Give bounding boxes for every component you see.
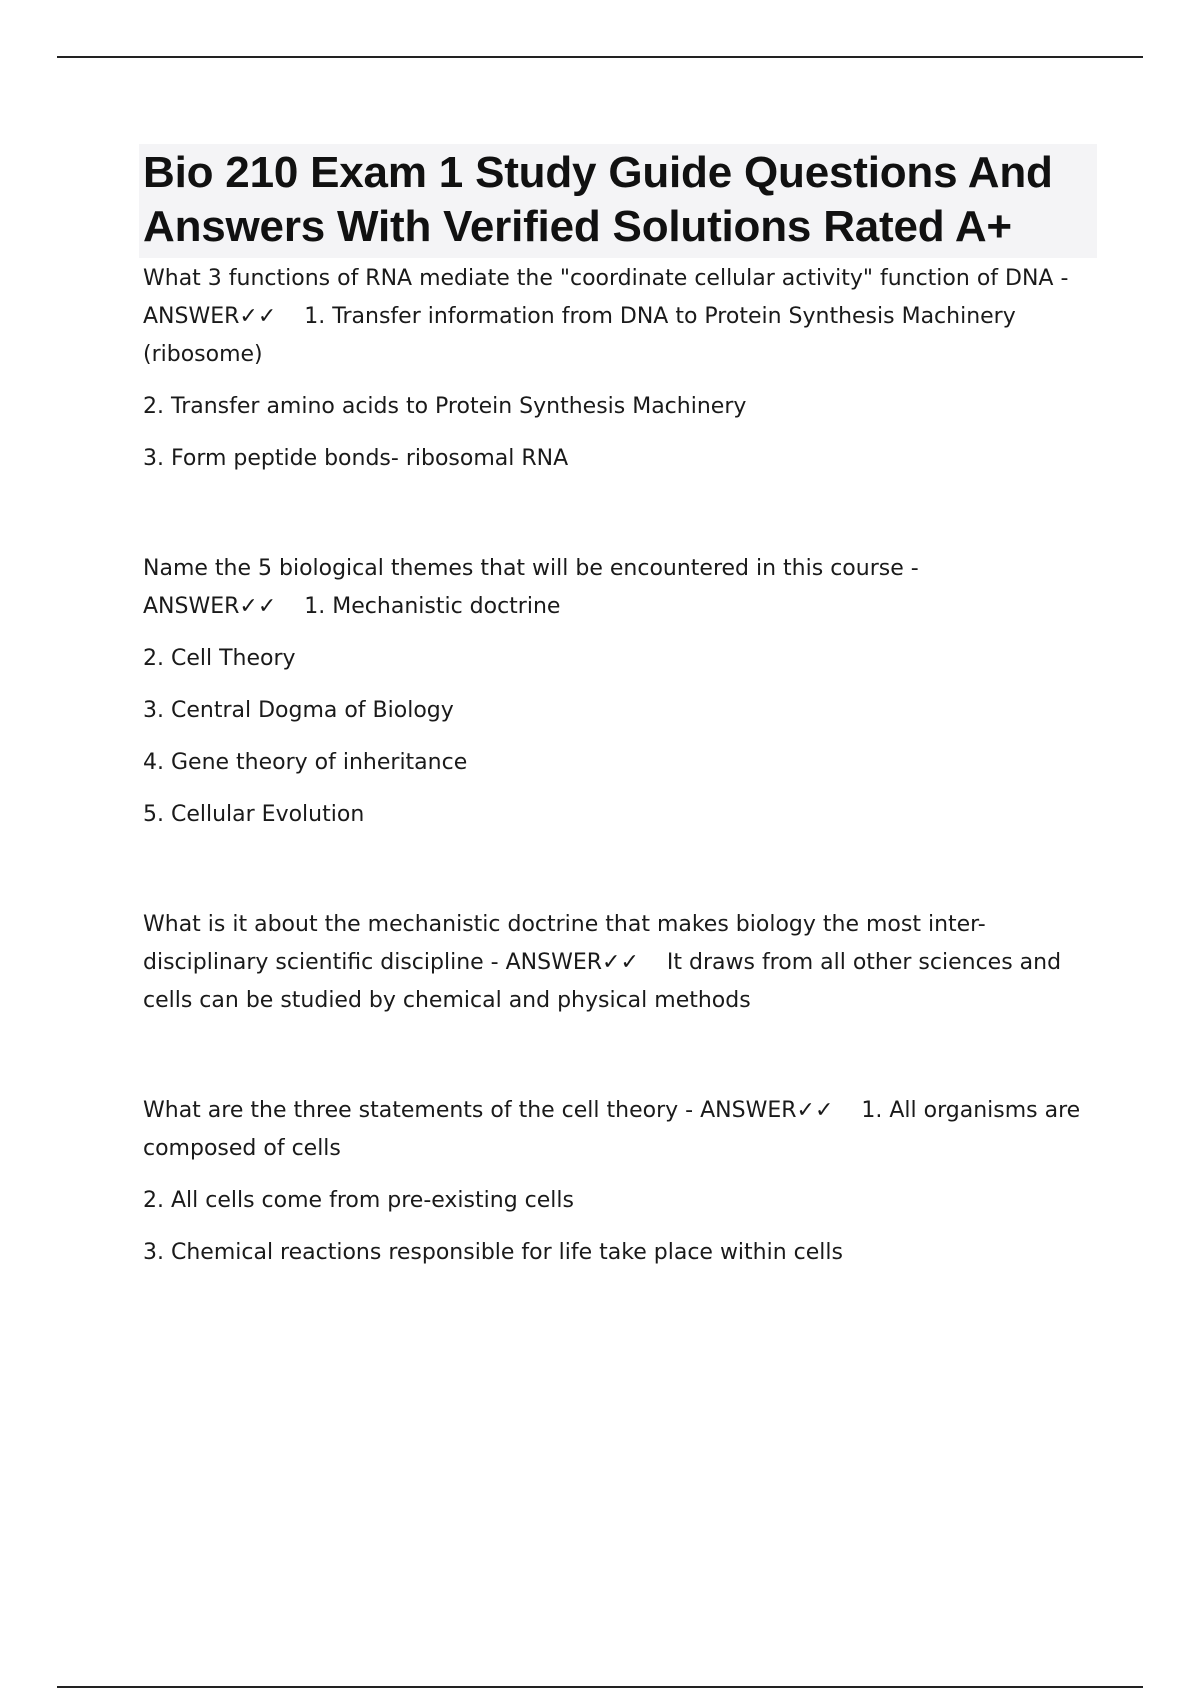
- answer-item: 3. Chemical reactions responsible for life take place within cells: [143, 1240, 843, 1265]
- double-check-icon: ✓✓: [796, 1098, 834, 1123]
- answer-item: 2. All cells come from pre-existing cells: [143, 1188, 574, 1213]
- question-text: What is it about the mechanistic doctrine that makes biology the most inter-disciplinary scientific discipline -: [143, 912, 986, 975]
- double-check-icon: ✓✓: [602, 950, 639, 975]
- top-rule: [57, 56, 1143, 58]
- document-title: Bio 210 Exam 1 Study Guide Questions And Answers With Verified Solutions Rated A+: [143, 148, 1053, 251]
- question-text: What 3 functions of RNA mediate the "coordinate cellular activity" function of DNA -: [143, 266, 1069, 291]
- answer-item: 2. Transfer amino acids to Protein Synthesis Machinery: [143, 394, 747, 419]
- answer-item: 2. Cell Theory: [143, 646, 296, 671]
- answer-text: 1. All organisms are composed of cells: [143, 1098, 1081, 1161]
- qa-block: [143, 260, 1093, 478]
- answer-item: 3. Central Dogma of Biology: [143, 698, 454, 723]
- qa-question: [143, 260, 1093, 374]
- bottom-rule: [57, 1686, 1143, 1688]
- qa-question: [143, 906, 1093, 1020]
- answer-label: ANSWER: [505, 950, 603, 975]
- answer-label: ANSWER: [143, 594, 240, 619]
- answer-tag: [143, 594, 276, 619]
- qa-question: [143, 1092, 1093, 1168]
- answer-tag: [700, 1098, 833, 1123]
- document-body: [143, 144, 1093, 1344]
- question-text: Name the 5 biological themes that will be encountered in this course -: [143, 556, 919, 581]
- question-text: What are the three statements of the cell theory -: [143, 1098, 701, 1123]
- answer-item: 3. Form peptide bonds- ribosomal RNA: [143, 446, 569, 471]
- qa-block: [143, 906, 1093, 1020]
- answer-item: 5. Cellular Evolution: [143, 802, 365, 827]
- answer-label: ANSWER: [143, 304, 240, 329]
- answer-text: It draws from all other sciences and cells can be studied by chemical and physical methods: [143, 950, 1062, 1013]
- qa-list: [143, 260, 1093, 1272]
- answer-tag: [143, 304, 276, 329]
- answer-item: 4. Gene theory of inheritance: [143, 750, 468, 775]
- double-check-icon: ✓✓: [239, 304, 277, 329]
- double-check-icon: ✓✓: [239, 594, 277, 619]
- qa-block: [143, 1092, 1093, 1272]
- qa-block: [143, 550, 1093, 834]
- answer-text: 1. Mechanistic doctrine: [304, 594, 561, 619]
- qa-question: [143, 550, 1093, 626]
- answer-label: ANSWER: [700, 1098, 797, 1123]
- answer-tag: [506, 950, 639, 975]
- answer-text: 1. Transfer information from DNA to Protein Synthesis Machinery (ribosome): [143, 304, 1016, 367]
- title-banner: [139, 144, 1097, 258]
